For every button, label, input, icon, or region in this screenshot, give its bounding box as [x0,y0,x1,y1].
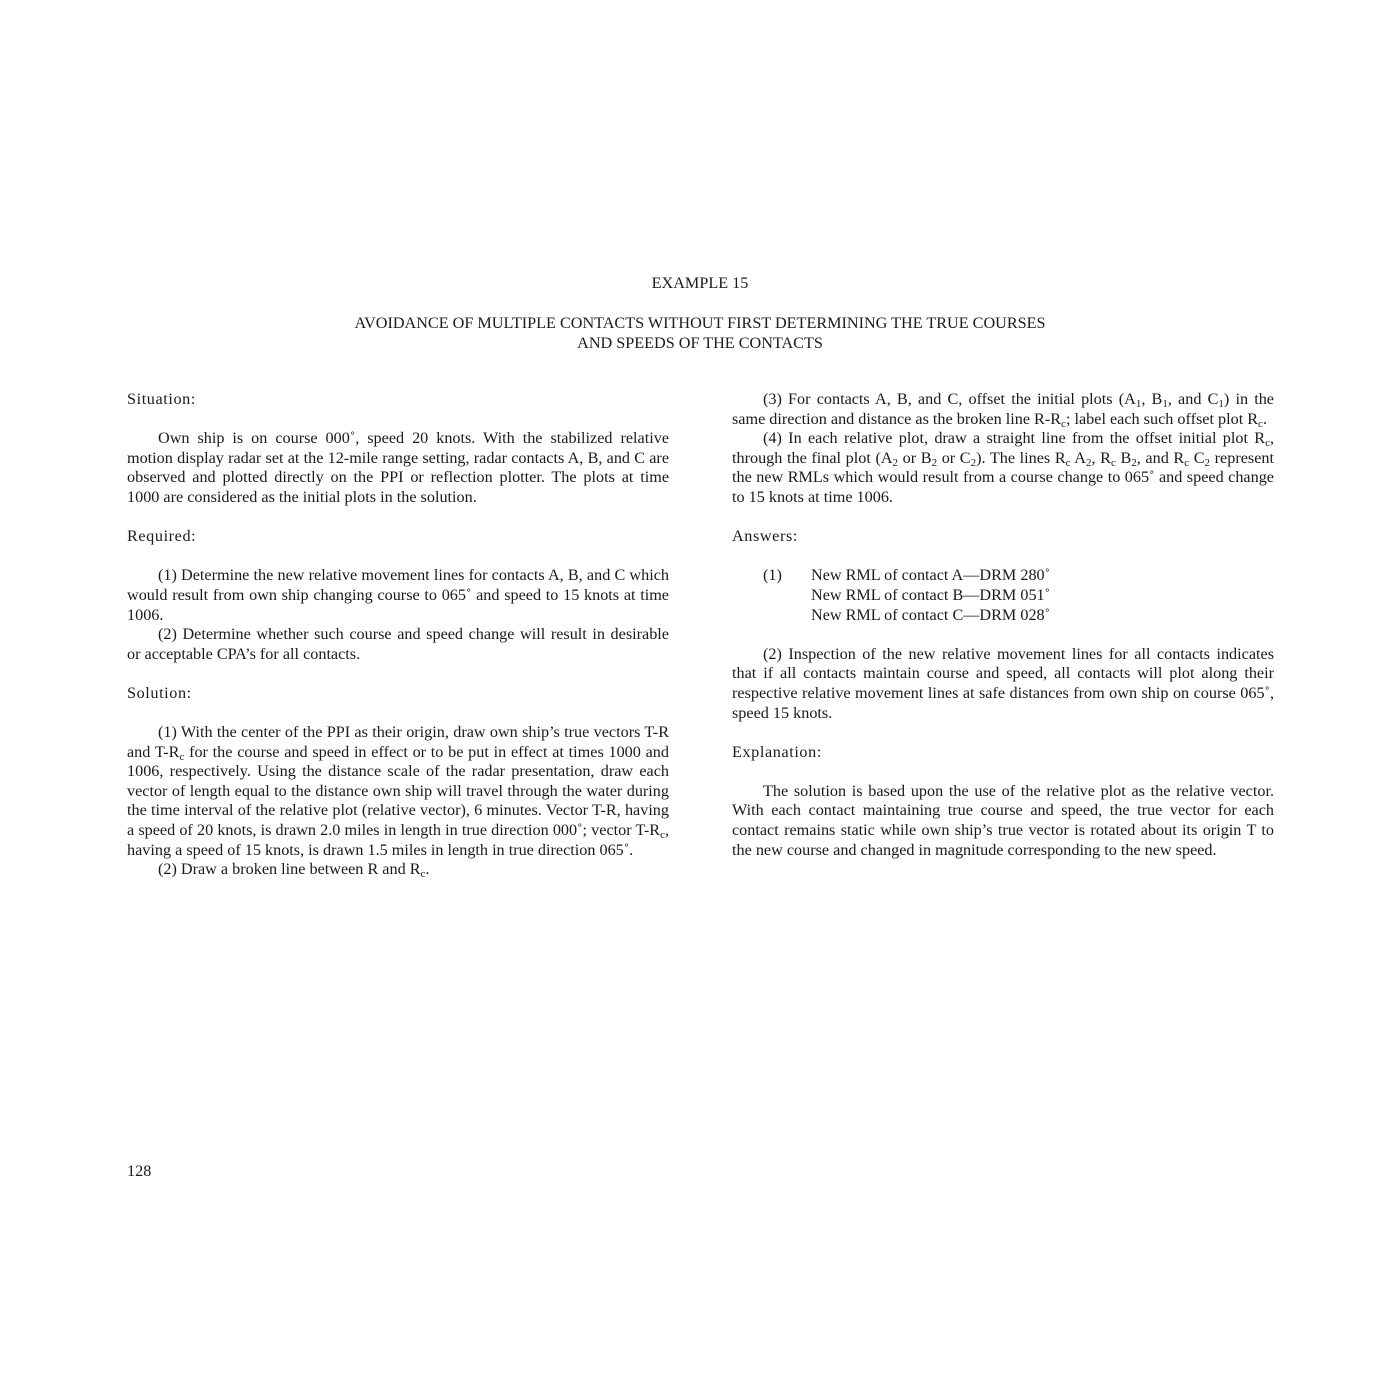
solution-step-2: (2) Draw a broken line between R and $R_c$. [158,860,430,881]
situation-heading: Situation: [127,390,196,408]
solution-step-1: (1) With the center of the PPI as their origin, draw own ship’s true vectors T-R and $T-R_c$ for the course and speed in effect or to be put in effect at times 1000 and 1006, respectively. Using the distance scale of the radar presentation, draw each vector of length equal to the distance own ship will travel through the water during the time interval of the relative plot (relative vector), 6 minutes. Vector T-R, having a speed of 20 knots, is drawn 2.0 miles in length in true direction 000˚; vector $T-R_c$, having a speed of 15 knots, is drawn 1.5 miles in length in true direction 065˚. [127,723,669,859]
answer-2: (2) Inspection of the new relative movement lines for all contacts indicates that if all contacts maintain course and speed, all contacts will plot along their respective relative movement lines at safe distances from own ship on course 065˚, speed 15 knots. [732,644,1274,722]
solution-step-4: (4) In each relative plot, draw a straight line from the offset initial plot $R_c$, through the final plot ($A_2$ or $B_2$ or $C_2$). The lines $R_c$ $A_2$, $R_c$ $B_2$, and $R_c$ $C_2$ represent the new RMLs which would result from a course change to 065˚ and speed change to 15 knots at time 1006. [732,429,1274,506]
explanation-paragraph: The solution is based upon the use of the relative plot as the relative vector. With each contact maintaining true course and speed, the true vector for each contact remains static while own ship’s true vector is rotated about its origin T to the new course and changed in magnitude corresponding to the new speed. [732,781,1274,859]
answer-row-1 [763,566,1274,625]
solution-heading: Solution: [127,683,192,702]
required-item-2: (2) Determine whether such course and speed change will result in desirable or acceptable CPA’s for all contacts. [127,625,669,663]
example-number: EXAMPLE 15 [651,274,749,292]
answer-rml-list [811,566,1050,625]
left-column [127,390,669,880]
solution-step-3: (3) For contacts A, B, and C, offset the initial plots ($A_1$, $B_1$, and $C_1$) in the same direction and distance as the broken line $R-R_c$; label each such offset plot $R_c$. [732,390,1274,430]
answer-rml-a: New RML of contact A—DRM 280˚ [811,566,1051,585]
example-title [0,314,1400,353]
answers-heading: Answers: [732,527,798,546]
required-heading: Required: [127,527,197,546]
right-column [732,390,1274,860]
answer-rml-c: New RML of contact C—DRM 028˚ [811,605,1051,624]
explanation-heading: Explanation: [732,742,822,761]
answers-list [732,566,1274,625]
situation-paragraph: Own ship is on course 000˚, speed 20 knots. With the stabilized relative motion display radar set at the 12-mile range setting, radar contacts A, B, and C are observed and plotted directly on the PPI or reflection plotter. The plots at time 1000 are considered as the initial plots in the solution. [127,429,669,506]
title-line-2: AND SPEEDS OF THE CONTACTS [577,333,823,352]
title-line-1: AVOIDANCE OF MULTIPLE CONTACTS WITHOUT FIRST DETERMINING THE TRUE COURSES [354,314,1046,332]
page-number: 128 [127,1162,152,1180]
required-item-1: (1) Determine the new relative movement lines for contacts A, B, and C which would result from own ship changing course to 065˚ and speed to 15 knots at time 1006. [127,566,669,624]
answer-rml-b: New RML of contact B—DRM 051˚ [811,585,1051,604]
answer-number-1: (1) [763,566,782,585]
